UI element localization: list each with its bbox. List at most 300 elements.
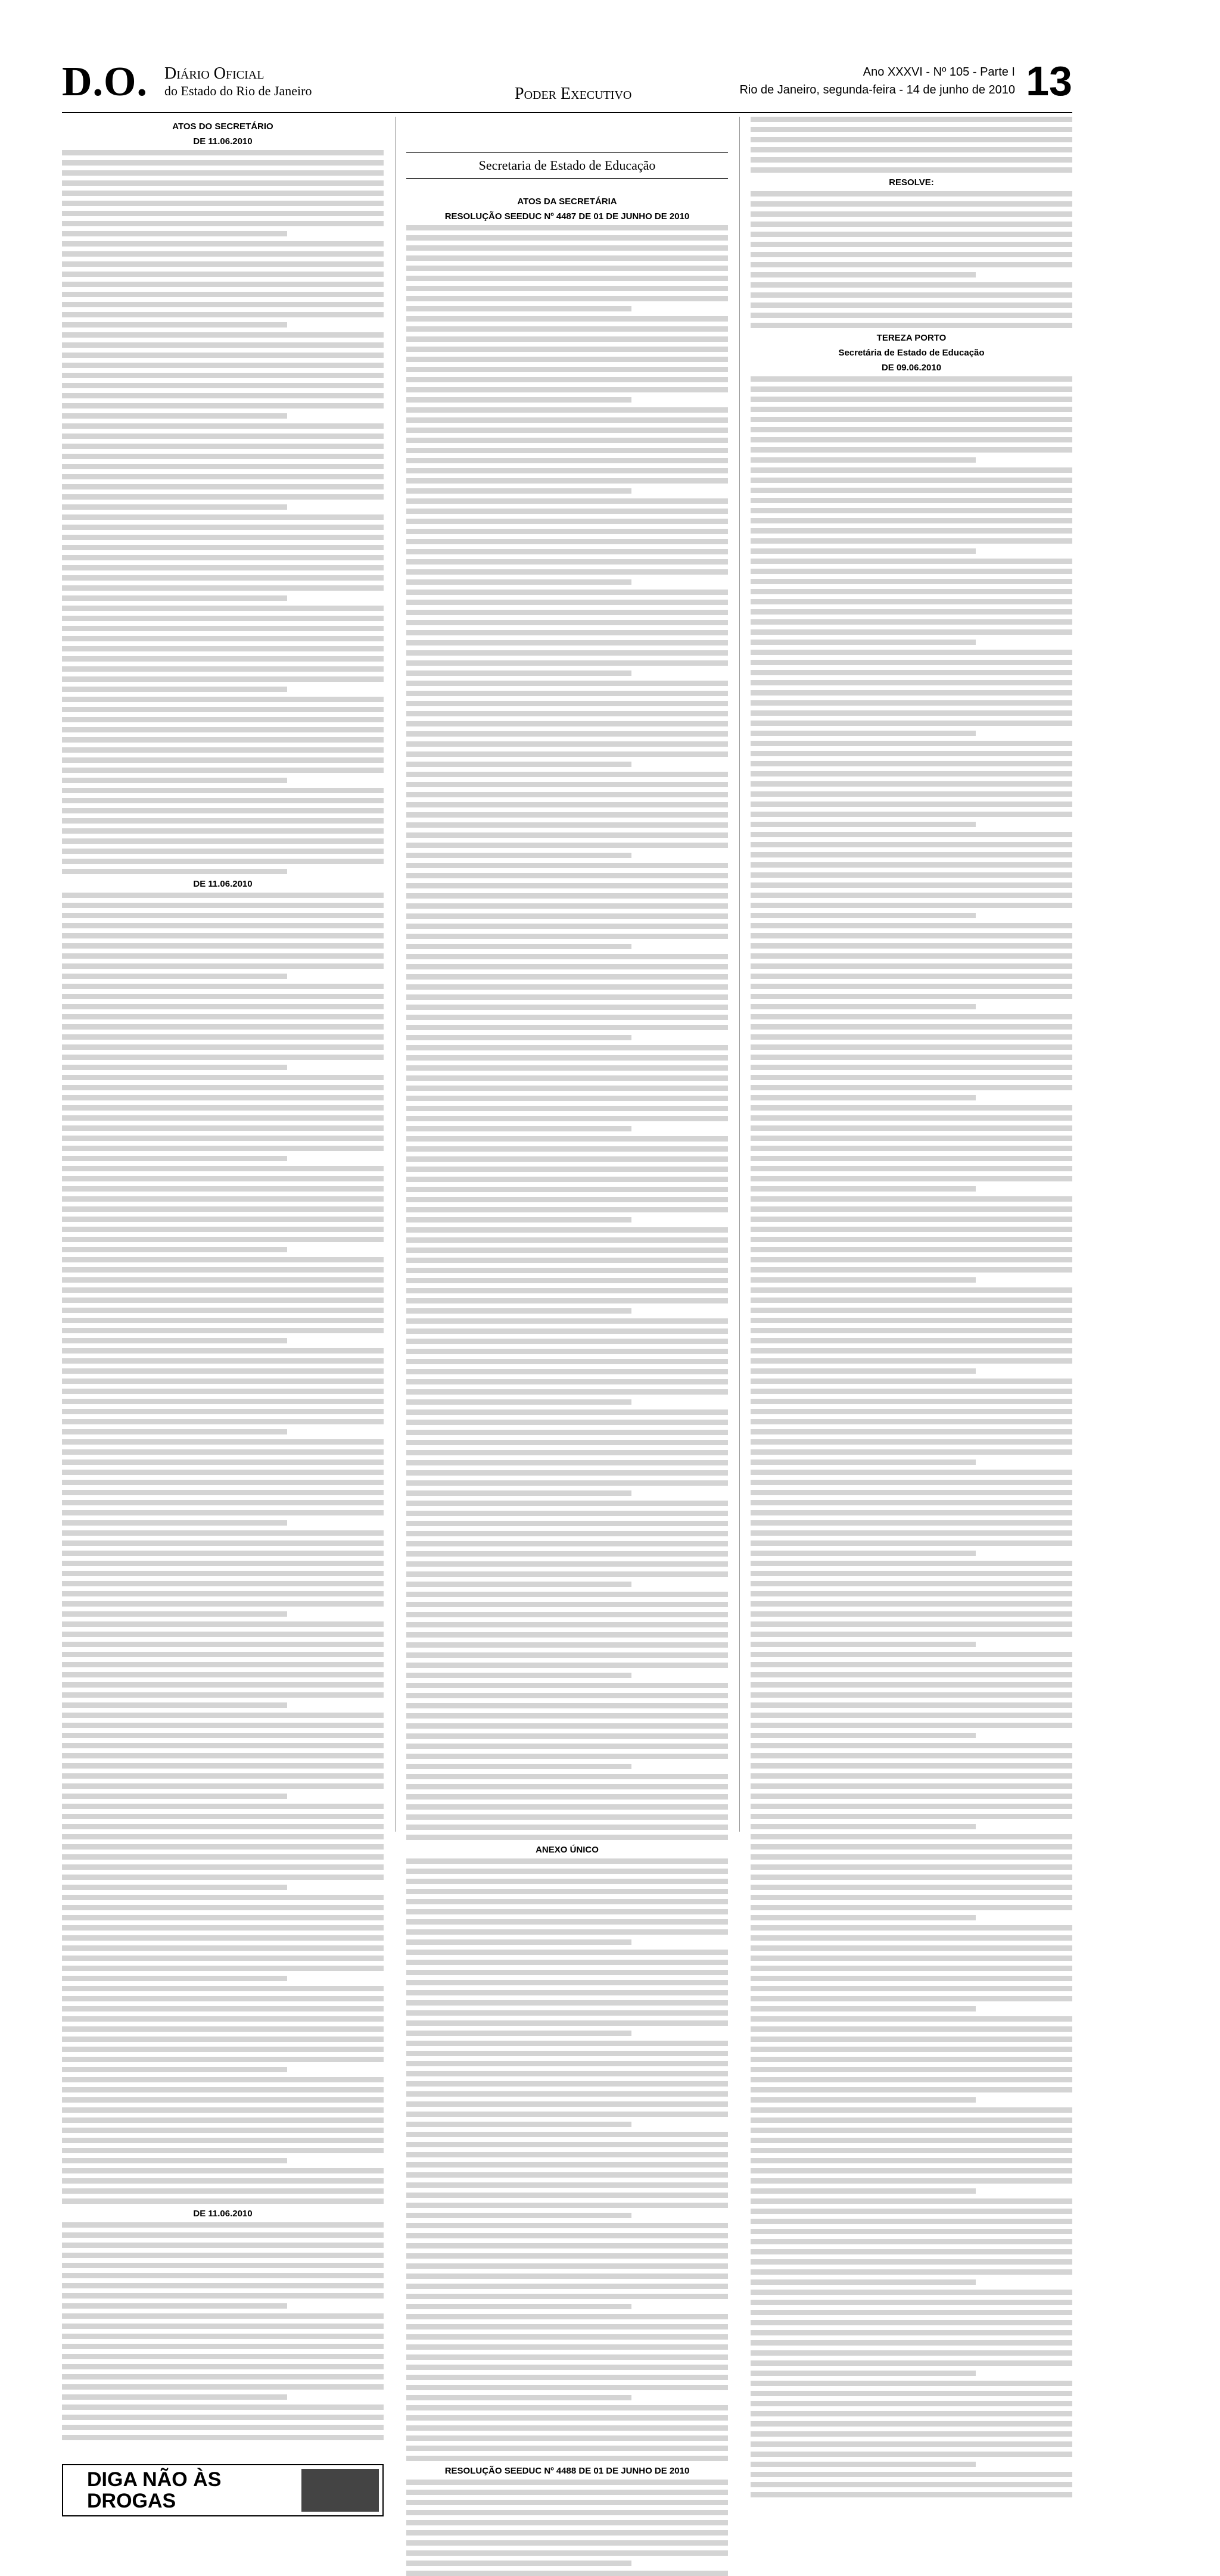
placeholder-line (62, 2384, 384, 2390)
placeholder-line (751, 2492, 1072, 2497)
placeholder-line (751, 1176, 1072, 1181)
placeholder-line (62, 474, 384, 479)
placeholder-line (406, 2446, 728, 2451)
placeholder-line (751, 1298, 1072, 1303)
placeholder-line (62, 1591, 384, 1596)
placeholder-line (62, 1733, 384, 1738)
placeholder-line (406, 1379, 728, 1384)
placeholder-line (62, 2364, 384, 2369)
placeholder-line (62, 1399, 384, 1404)
heading: ATOS DO SECRETÁRIO (172, 121, 273, 132)
placeholder-line (751, 1834, 1072, 1839)
placeholder-line (751, 913, 976, 918)
placeholder-line (751, 1085, 1072, 1090)
placeholder-line (406, 1814, 728, 1820)
placeholder-line (406, 2213, 631, 2218)
placeholder-line (751, 882, 1072, 888)
placeholder-line (751, 1733, 976, 1738)
placeholder-line (62, 1935, 384, 1941)
text-placeholder (62, 150, 384, 874)
placeholder-line (406, 1136, 728, 1142)
placeholder-line (406, 1156, 728, 1162)
placeholder-line (62, 575, 384, 581)
date-heading: DE 09.06.2010 (881, 363, 942, 373)
placeholder-line (62, 150, 384, 155)
placeholder-line (406, 326, 728, 332)
placeholder-line (406, 964, 728, 969)
placeholder-line (406, 1440, 728, 1445)
placeholder-line (62, 1166, 384, 1171)
placeholder-line (751, 731, 976, 736)
placeholder-line (406, 2405, 728, 2410)
placeholder-line (751, 1227, 1072, 1232)
placeholder-line (62, 1611, 287, 1617)
placeholder-line (62, 1814, 384, 1819)
placeholder-line (751, 781, 1072, 787)
placeholder-line (751, 923, 1072, 928)
signer-title: Secretária de Estado de Educação (838, 348, 985, 358)
text-placeholder (406, 2480, 728, 2576)
placeholder-line (406, 2284, 728, 2289)
placeholder-line (406, 721, 728, 726)
placeholder-line (406, 1308, 631, 1314)
placeholder-line (62, 1044, 384, 1050)
placeholder-line (406, 2344, 728, 2350)
placeholder-line (751, 1287, 1072, 1293)
placeholder-line (751, 447, 1072, 453)
placeholder-line (751, 872, 1072, 878)
placeholder-line (406, 762, 631, 767)
placeholder-line (62, 322, 287, 328)
placeholder-line (751, 1743, 1072, 1748)
resolution-heading: RESOLUÇÃO SEEDUC Nº 4488 DE 01 DE JUNHO DE 2010 (444, 2466, 690, 2476)
placeholder-line (62, 1480, 384, 1485)
placeholder-line (406, 1460, 728, 1465)
placeholder-line (406, 2193, 728, 2198)
placeholder-line (406, 1075, 728, 1081)
placeholder-line (62, 282, 384, 287)
placeholder-line (406, 509, 728, 514)
placeholder-line (751, 386, 1072, 392)
placeholder-line (62, 2374, 384, 2379)
placeholder-line (62, 1298, 384, 1303)
placeholder-line (751, 1379, 1072, 1384)
placeholder-line (62, 1125, 384, 1131)
placeholder-line (62, 757, 384, 763)
placeholder-line (751, 802, 1072, 807)
placeholder-line (406, 600, 728, 605)
placeholder-line (406, 1825, 728, 1830)
placeholder-line (406, 2314, 728, 2319)
placeholder-line (62, 1581, 384, 1586)
placeholder-line (406, 2520, 728, 2525)
placeholder-line (62, 514, 384, 520)
placeholder-line (62, 403, 384, 408)
placeholder-line (406, 1889, 728, 1894)
placeholder-line (751, 1065, 1072, 1070)
placeholder-line (62, 241, 384, 247)
placeholder-line (751, 1024, 1072, 1030)
placeholder-line (406, 2304, 631, 2309)
placeholder-line (751, 1652, 1072, 1657)
placeholder-line (62, 2006, 384, 2011)
placeholder-line (62, 2354, 384, 2359)
placeholder-line (406, 610, 728, 615)
placeholder-line (751, 2047, 1072, 2052)
placeholder-line (751, 1844, 1072, 1850)
placeholder-line (62, 1956, 384, 1961)
placeholder-line (62, 1277, 384, 1283)
placeholder-line (751, 1783, 1072, 1789)
placeholder-line (751, 650, 1072, 655)
placeholder-line (751, 1419, 1072, 1424)
placeholder-line (62, 1004, 384, 1009)
placeholder-line (62, 1652, 384, 1657)
placeholder-line (62, 585, 384, 591)
placeholder-line (751, 1500, 1072, 1505)
placeholder-line (751, 2148, 1072, 2153)
placeholder-line (406, 974, 728, 980)
placeholder-line (751, 1945, 1072, 1951)
placeholder-line (751, 1125, 1072, 1131)
placeholder-line (62, 231, 287, 236)
placeholder-line (751, 518, 1072, 523)
placeholder-line (62, 1247, 287, 1252)
placeholder-line (406, 1268, 728, 1273)
placeholder-line (406, 387, 728, 392)
placeholder-line (406, 2510, 728, 2515)
placeholder-line (751, 994, 1072, 999)
placeholder-line (751, 1389, 1072, 1394)
columns (62, 117, 1072, 2512)
placeholder-line (406, 913, 728, 919)
placeholder-line (751, 1824, 976, 1829)
placeholder-line (62, 676, 384, 682)
placeholder-line (406, 2456, 728, 2461)
placeholder-line (751, 252, 1072, 257)
placeholder-line (62, 1085, 384, 1090)
placeholder-line (406, 1561, 728, 1567)
placeholder-line (62, 2232, 384, 2238)
placeholder-line (62, 1743, 384, 1748)
placeholder-line (751, 721, 1072, 726)
placeholder-line (406, 670, 631, 676)
placeholder-line (751, 1682, 1072, 1688)
placeholder-line (406, 549, 728, 554)
placeholder-line (751, 771, 1072, 776)
placeholder-line (751, 1662, 1072, 1667)
placeholder-line (406, 448, 728, 453)
placeholder-line (406, 1207, 728, 1212)
placeholder-line (62, 953, 384, 959)
placeholder-line (751, 313, 1072, 318)
placeholder-line (406, 1055, 728, 1061)
placeholder-line (406, 2203, 728, 2208)
placeholder-line (406, 873, 728, 878)
placeholder-line (406, 1909, 728, 1914)
column-3 (751, 117, 1072, 1832)
placeholder-line (751, 1075, 1072, 1080)
placeholder-line (751, 1804, 1072, 1809)
placeholder-line (62, 1348, 384, 1354)
placeholder-line (406, 1258, 728, 1263)
placeholder-line (62, 160, 384, 166)
placeholder-line (406, 2233, 728, 2238)
placeholder-line (751, 2401, 1072, 2406)
placeholder-line (406, 1652, 728, 1658)
placeholder-line (62, 1368, 384, 1374)
placeholder-line (751, 467, 1072, 473)
placeholder-line (406, 2540, 728, 2546)
placeholder-line (62, 342, 384, 348)
placeholder-line (62, 1409, 384, 1414)
placeholder-line (62, 1328, 384, 1333)
placeholder-line (406, 235, 728, 241)
placeholder-line (406, 2324, 728, 2329)
placeholder-line (751, 1429, 1072, 1434)
placeholder-line (751, 1004, 976, 1009)
brand-line1: Diário Oficial (164, 64, 264, 83)
placeholder-line (62, 2158, 287, 2163)
placeholder-line (406, 296, 728, 301)
placeholder-line (406, 832, 728, 838)
placeholder-line (751, 690, 1072, 696)
placeholder-line (751, 629, 1072, 635)
ad-banner (62, 2464, 384, 2516)
placeholder-line (751, 1439, 1072, 1445)
placeholder-line (406, 2223, 728, 2228)
placeholder-line (62, 555, 384, 560)
placeholder-line (751, 1551, 976, 1556)
placeholder-line (62, 1227, 384, 1232)
placeholder-line (62, 2324, 384, 2329)
placeholder-line (62, 565, 384, 570)
placeholder-line (751, 599, 1072, 604)
placeholder-line (406, 347, 728, 352)
placeholder-line (406, 2122, 631, 2127)
placeholder-line (406, 2071, 728, 2076)
placeholder-line (751, 933, 1072, 938)
placeholder-line (406, 2061, 728, 2066)
placeholder-line (406, 1541, 728, 1546)
placeholder-line (406, 1065, 728, 1071)
placeholder-line (406, 245, 728, 251)
placeholder-line (62, 332, 384, 338)
placeholder-line (406, 731, 728, 737)
placeholder-line (406, 711, 728, 716)
placeholder-line (751, 1257, 1072, 1262)
placeholder-line (751, 117, 1072, 122)
placeholder-line (751, 538, 1072, 544)
placeholder-line (751, 1338, 1072, 1343)
placeholder-line (751, 1571, 1072, 1576)
placeholder-line (406, 438, 728, 443)
placeholder-line (406, 2091, 728, 2097)
placeholder-line (62, 1702, 287, 1708)
placeholder-line (62, 2138, 384, 2143)
placeholder-line (62, 423, 384, 429)
placeholder-line (62, 170, 384, 176)
placeholder-line (406, 2561, 631, 2566)
placeholder-line (62, 525, 384, 530)
placeholder-line (406, 924, 728, 929)
placeholder-line (62, 2435, 384, 2440)
placeholder-line (406, 1501, 728, 1506)
placeholder-line (406, 812, 728, 818)
placeholder-line (406, 1248, 728, 1253)
placeholder-line (62, 687, 287, 692)
placeholder-line (62, 1379, 384, 1384)
placeholder-line (751, 2188, 976, 2194)
placeholder-line (751, 222, 1072, 227)
placeholder-line (751, 478, 1072, 483)
placeholder-line (62, 272, 384, 277)
placeholder-line (406, 1005, 728, 1010)
placeholder-line (62, 859, 384, 864)
placeholder-line (751, 1956, 1072, 1961)
placeholder-line (62, 1308, 384, 1313)
placeholder-line (751, 670, 1072, 675)
placeholder-line (751, 2452, 1072, 2457)
placeholder-line (62, 1520, 287, 1526)
placeholder-line (62, 1925, 384, 1931)
placeholder-line (751, 852, 1072, 857)
placeholder-line (62, 1439, 384, 1445)
placeholder-line (751, 2037, 1072, 2042)
placeholder-line (751, 242, 1072, 247)
placeholder-line (62, 913, 384, 918)
placeholder-line (406, 863, 728, 868)
placeholder-line (62, 869, 287, 874)
placeholder-line (406, 2274, 728, 2279)
placeholder-line (751, 1156, 1072, 1161)
placeholder-line (751, 157, 1072, 163)
placeholder-line (62, 1794, 287, 1799)
placeholder-line (406, 1879, 728, 1884)
placeholder-line (751, 1146, 1072, 1151)
placeholder-line (62, 1783, 384, 1789)
placeholder-line (62, 494, 384, 500)
placeholder-line (751, 1277, 976, 1283)
placeholder-line (406, 1389, 728, 1395)
resolve-heading: RESOLVE: (889, 177, 934, 188)
placeholder-line (751, 2482, 1072, 2487)
placeholder-line (751, 1601, 1072, 1607)
placeholder-line (751, 2198, 1072, 2204)
placeholder-line (406, 1470, 728, 1476)
placeholder-line (62, 251, 384, 257)
placeholder-line (406, 802, 728, 807)
placeholder-line (406, 1521, 728, 1526)
placeholder-line (406, 1096, 728, 1101)
placeholder-line (62, 1540, 384, 1546)
placeholder-line (406, 2000, 728, 2006)
placeholder-line (406, 1339, 728, 1344)
placeholder-line (62, 1449, 384, 1455)
placeholder-line (751, 741, 1072, 746)
placeholder-line (406, 751, 728, 757)
placeholder-line (406, 1794, 728, 1800)
placeholder-line (62, 504, 287, 510)
placeholder-line (62, 2425, 384, 2430)
placeholder-line (751, 619, 1072, 625)
date-heading: DE 11.06.2010 (193, 879, 253, 889)
placeholder-line (751, 1055, 1072, 1060)
placeholder-line (406, 640, 728, 645)
placeholder-line (751, 2421, 1072, 2427)
placeholder-line (406, 1146, 728, 1152)
placeholder-line (751, 1581, 1072, 1586)
placeholder-line (751, 2087, 1072, 2092)
placeholder-line (62, 1672, 384, 1677)
placeholder-line (62, 1885, 287, 1890)
placeholder-line (406, 1278, 728, 1283)
placeholder-line (406, 2112, 728, 2117)
placeholder-line (751, 559, 1072, 564)
placeholder-line (62, 737, 384, 743)
placeholder-line (751, 167, 1072, 173)
placeholder-line (62, 903, 384, 908)
placeholder-line (751, 963, 1072, 969)
placeholder-line (62, 828, 384, 834)
placeholder-line (62, 1763, 384, 1769)
placeholder-line (751, 2441, 1072, 2447)
placeholder-line (62, 1014, 384, 1019)
placeholder-line (62, 2303, 287, 2309)
placeholder-line (62, 2344, 384, 2349)
placeholder-line (62, 1601, 384, 1607)
placeholder-line (62, 1662, 384, 1667)
placeholder-line (751, 407, 1072, 412)
placeholder-line (406, 2132, 728, 2137)
placeholder-line (62, 2117, 384, 2123)
placeholder-line (751, 1814, 1072, 1819)
placeholder-line (62, 221, 384, 226)
placeholder-line (62, 974, 287, 979)
placeholder-line (751, 2462, 976, 2467)
placeholder-line (406, 367, 728, 372)
placeholder-line (62, 838, 384, 844)
placeholder-line (406, 2142, 728, 2147)
placeholder-line (406, 903, 728, 909)
placeholder-line (62, 383, 384, 388)
placeholder-line (751, 2097, 976, 2103)
placeholder-line (751, 417, 1072, 422)
placeholder-line (62, 666, 384, 672)
placeholder-line (751, 191, 1072, 197)
placeholder-line (751, 397, 1072, 402)
placeholder-line (751, 1318, 1072, 1323)
placeholder-line (751, 1186, 976, 1192)
placeholder-line (406, 1642, 728, 1648)
placeholder-line (406, 853, 631, 858)
placeholder-line (406, 1551, 728, 1557)
placeholder-line (62, 788, 384, 793)
placeholder-line (406, 1126, 631, 1131)
placeholder-line (751, 1368, 976, 1374)
placeholder-line (62, 1024, 384, 1030)
placeholder-line (406, 1784, 728, 1789)
placeholder-line (406, 2263, 728, 2269)
placeholder-line (406, 1980, 728, 1985)
placeholder-line (62, 1864, 384, 1870)
placeholder-line (62, 363, 384, 368)
placeholder-line (406, 316, 728, 322)
placeholder-line (406, 255, 728, 261)
edition-info (739, 63, 1015, 99)
text-placeholder (62, 893, 384, 2204)
placeholder-line (751, 2360, 1072, 2366)
